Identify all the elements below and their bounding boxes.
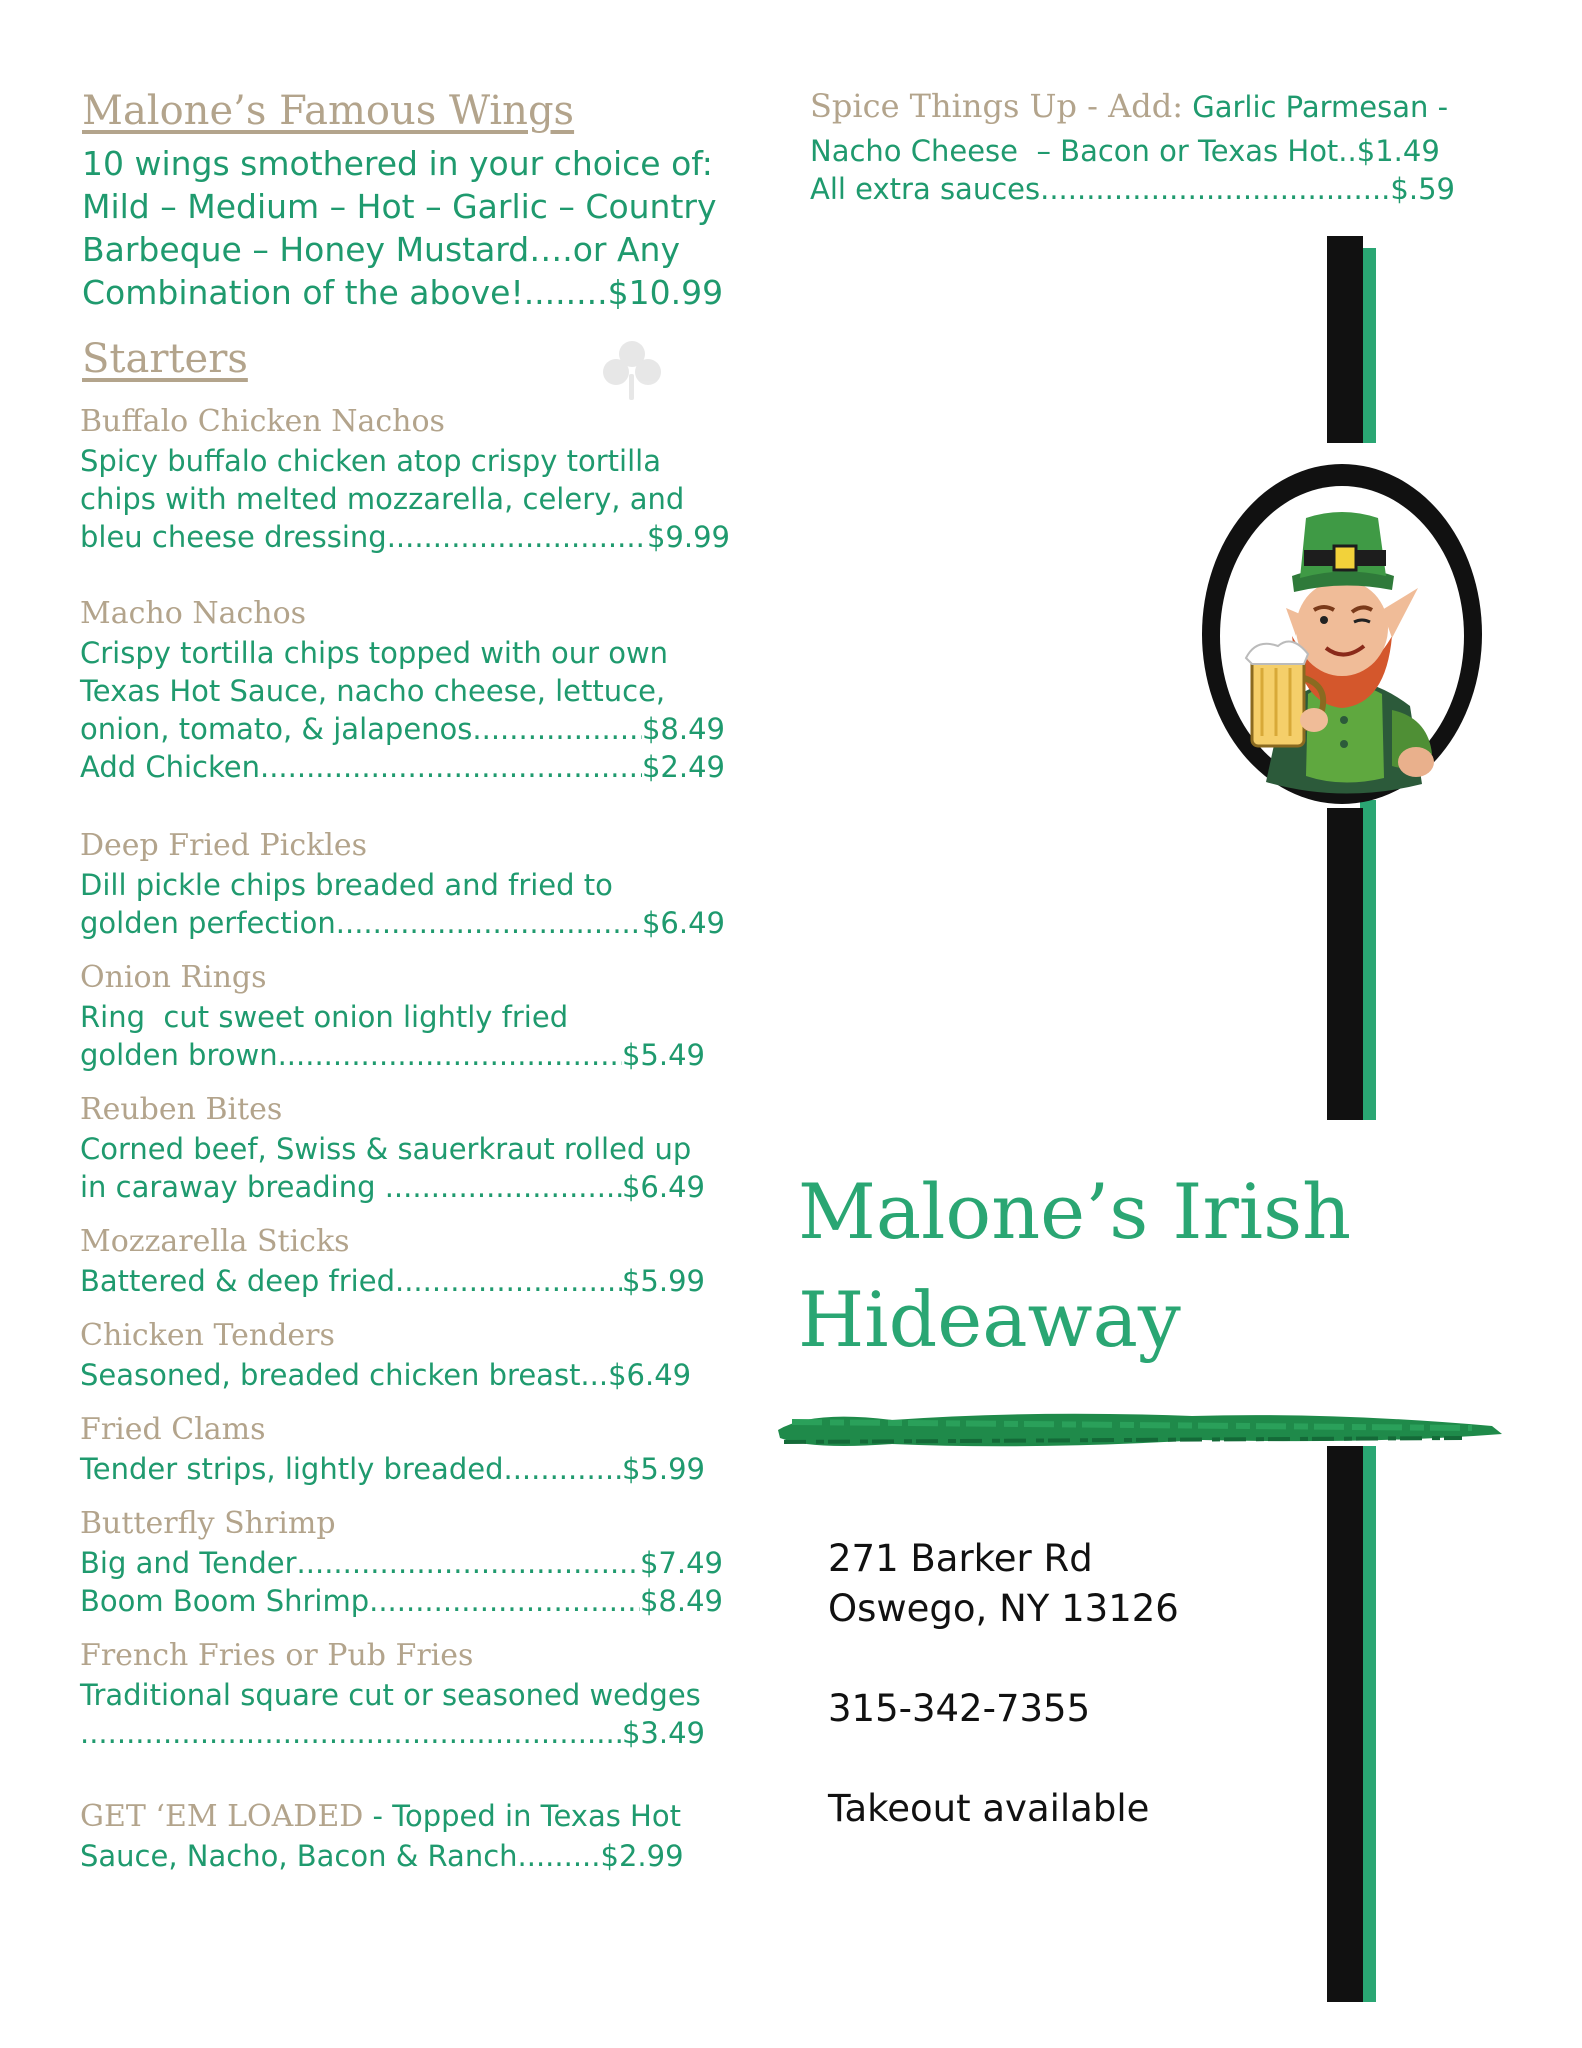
- item-description: [80, 1837, 740, 1875]
- item-line: Spicy buffalo chicken atop crispy tortilla: [80, 444, 661, 478]
- spice-line-1: Spice Things Up - Add: Garlic Parmesan -: [810, 87, 1449, 125]
- item-price-line: in caraway breading ..... $6.49: [80, 1168, 705, 1206]
- item-price: $9.99: [646, 520, 730, 554]
- restaurant-name-line: Malone’s Irish: [798, 1167, 1352, 1256]
- menu-item-mozzarella-sticks: [80, 1222, 705, 1300]
- item-price-line: onion, tomato, & jalapenos ..... $8.49: [80, 710, 725, 748]
- item-line: Crispy tortilla chips topped with our own: [80, 636, 669, 670]
- item-description: [80, 1676, 705, 1752]
- contact-info: [828, 1534, 1179, 1834]
- item-price: $5.49: [621, 1038, 705, 1072]
- spice-label: Spice Things Up - Add:: [810, 87, 1184, 125]
- address-line-1: 271 Barker Rd: [828, 1537, 1093, 1580]
- item-price: $8.49: [641, 712, 725, 746]
- item-description: [80, 1544, 723, 1620]
- spice-price: $.59: [1390, 172, 1455, 206]
- item-line: chips with melted mozzarella, celery, and: [80, 482, 685, 516]
- item-description: [80, 634, 725, 786]
- decor-bar-black-mid: [1327, 808, 1363, 1120]
- item-name: Macho Nachos: [80, 596, 307, 631]
- item-price: $2.99: [600, 1839, 684, 1873]
- item-description: [80, 1450, 705, 1488]
- item-name: GET ‘EM LOADED: [80, 1799, 364, 1834]
- item-name: Butterfly Shrimp: [80, 1506, 336, 1541]
- item-description: [80, 1356, 720, 1394]
- item-price-line: golden brown ..... $5.49: [80, 1036, 705, 1074]
- item-name: French Fries or Pub Fries: [80, 1638, 474, 1673]
- decor-bar-black-bottom: [1327, 1446, 1363, 2002]
- menu-item-macho-nachos: [80, 594, 725, 786]
- item-price: $7.49: [639, 1546, 723, 1580]
- item-name: Onion Rings: [80, 960, 267, 995]
- menu-item-onion-rings: [80, 958, 705, 1074]
- takeout-note: Takeout available: [828, 1787, 1150, 1830]
- menu-item-reuben-bites: [80, 1090, 705, 1206]
- wings-line: 10 wings smothered in your choice of:: [82, 144, 713, 183]
- restaurant-name-line: Hideaway: [798, 1275, 1181, 1364]
- shamrock-icon: [596, 336, 668, 408]
- menu-item-get-em-loaded: [80, 1796, 740, 1875]
- menu-item-buffalo-chicken-nachos: [80, 402, 730, 556]
- item-price: $6.49: [621, 1170, 705, 1204]
- item-price-line: Sauce, Nacho, Bacon & Ranch.........$2.99: [80, 1839, 684, 1873]
- item-price-line: [80, 1714, 705, 1752]
- item-description: [80, 1130, 705, 1206]
- wings-title: Malone’s Famous Wings: [82, 88, 575, 134]
- item-line: Corned beef, Swiss & sauerkraut rolled up: [80, 1132, 692, 1166]
- item-price: $6.49: [641, 906, 725, 940]
- loaded-header: [80, 1796, 740, 1837]
- item-price-line: Big and Tender ..... $7.49: [80, 1544, 723, 1582]
- spice-section: [810, 86, 1470, 208]
- wings-price: $10.99: [607, 273, 724, 312]
- item-addon-line: Add Chicken ..... $2.49: [80, 748, 725, 786]
- menu-item-fried-clams: [80, 1410, 705, 1488]
- leprechaun-logo: [1196, 458, 1488, 810]
- item-price-line: Tender strips, lightly breaded ..... $5.99: [80, 1450, 705, 1488]
- item-line: Ring cut sweet onion lightly fried: [80, 1000, 569, 1034]
- menu-item-butterfly-shrimp: [80, 1504, 723, 1620]
- address-line-2: Oswego, NY 13126: [828, 1587, 1179, 1630]
- item-price: $5.99: [621, 1264, 705, 1298]
- starters-title: Starters: [82, 336, 248, 382]
- menu-item-fries: [80, 1636, 705, 1752]
- item-name: Mozzarella Sticks: [80, 1224, 350, 1259]
- item-description: [80, 998, 705, 1074]
- spice-line-3: All extra sauces ..... $.59: [810, 170, 1455, 208]
- item-description: [80, 442, 730, 556]
- wings-description: [82, 142, 742, 314]
- item-line: - Topped in Texas Hot: [363, 1799, 681, 1833]
- item-price-line: Boom Boom Shrimp ..... $8.49: [80, 1582, 723, 1620]
- item-price-line: golden perfection ..... $6.49: [80, 904, 725, 942]
- item-name: Fried Clams: [80, 1412, 266, 1447]
- item-price-line: Battered & deep fried ..... $5.99: [80, 1262, 705, 1300]
- item-description: [80, 1262, 705, 1300]
- decor-bar-black-top: [1327, 236, 1363, 443]
- item-price: $6.49: [608, 1358, 692, 1392]
- spice-line-2: Nacho Cheese – Bacon or Texas Hot..$1.49: [810, 134, 1440, 168]
- item-description: [80, 866, 725, 942]
- wings-line: Mild – Medium – Hot – Garlic – Country: [82, 187, 717, 226]
- item-line: Dill pickle chips breaded and fried to: [80, 868, 613, 902]
- item-price-line: Seasoned, breaded chicken breast...$6.49: [80, 1358, 692, 1392]
- item-price-line: bleu cheese dressing ..... $9.99: [80, 518, 730, 556]
- item-name: Chicken Tenders: [80, 1318, 335, 1353]
- brush-stroke-divider: [772, 1404, 1512, 1456]
- item-price: $3.49: [621, 1716, 705, 1750]
- item-addon-price: $2.49: [641, 750, 725, 784]
- menu-item-deep-fried-pickles: [80, 826, 725, 942]
- restaurant-name: [798, 1158, 1351, 1374]
- spice-price: $1.49: [1356, 134, 1440, 168]
- wings-line: Combination of the above!........$10.99: [82, 273, 724, 312]
- item-price: $8.49: [639, 1584, 723, 1618]
- wings-line: Barbeque – Honey Mustard….or Any: [82, 230, 680, 269]
- item-name: Reuben Bites: [80, 1092, 283, 1127]
- item-line: Texas Hot Sauce, nacho cheese, lettuce,: [80, 674, 666, 708]
- item-name: Deep Fried Pickles: [80, 828, 368, 863]
- phone-number: 315-342-7355: [828, 1687, 1091, 1730]
- item-price: $5.99: [621, 1452, 705, 1486]
- menu-item-chicken-tenders: [80, 1316, 720, 1394]
- item-name: Buffalo Chicken Nachos: [80, 404, 445, 439]
- item-line: Traditional square cut or seasoned wedges: [80, 1678, 701, 1712]
